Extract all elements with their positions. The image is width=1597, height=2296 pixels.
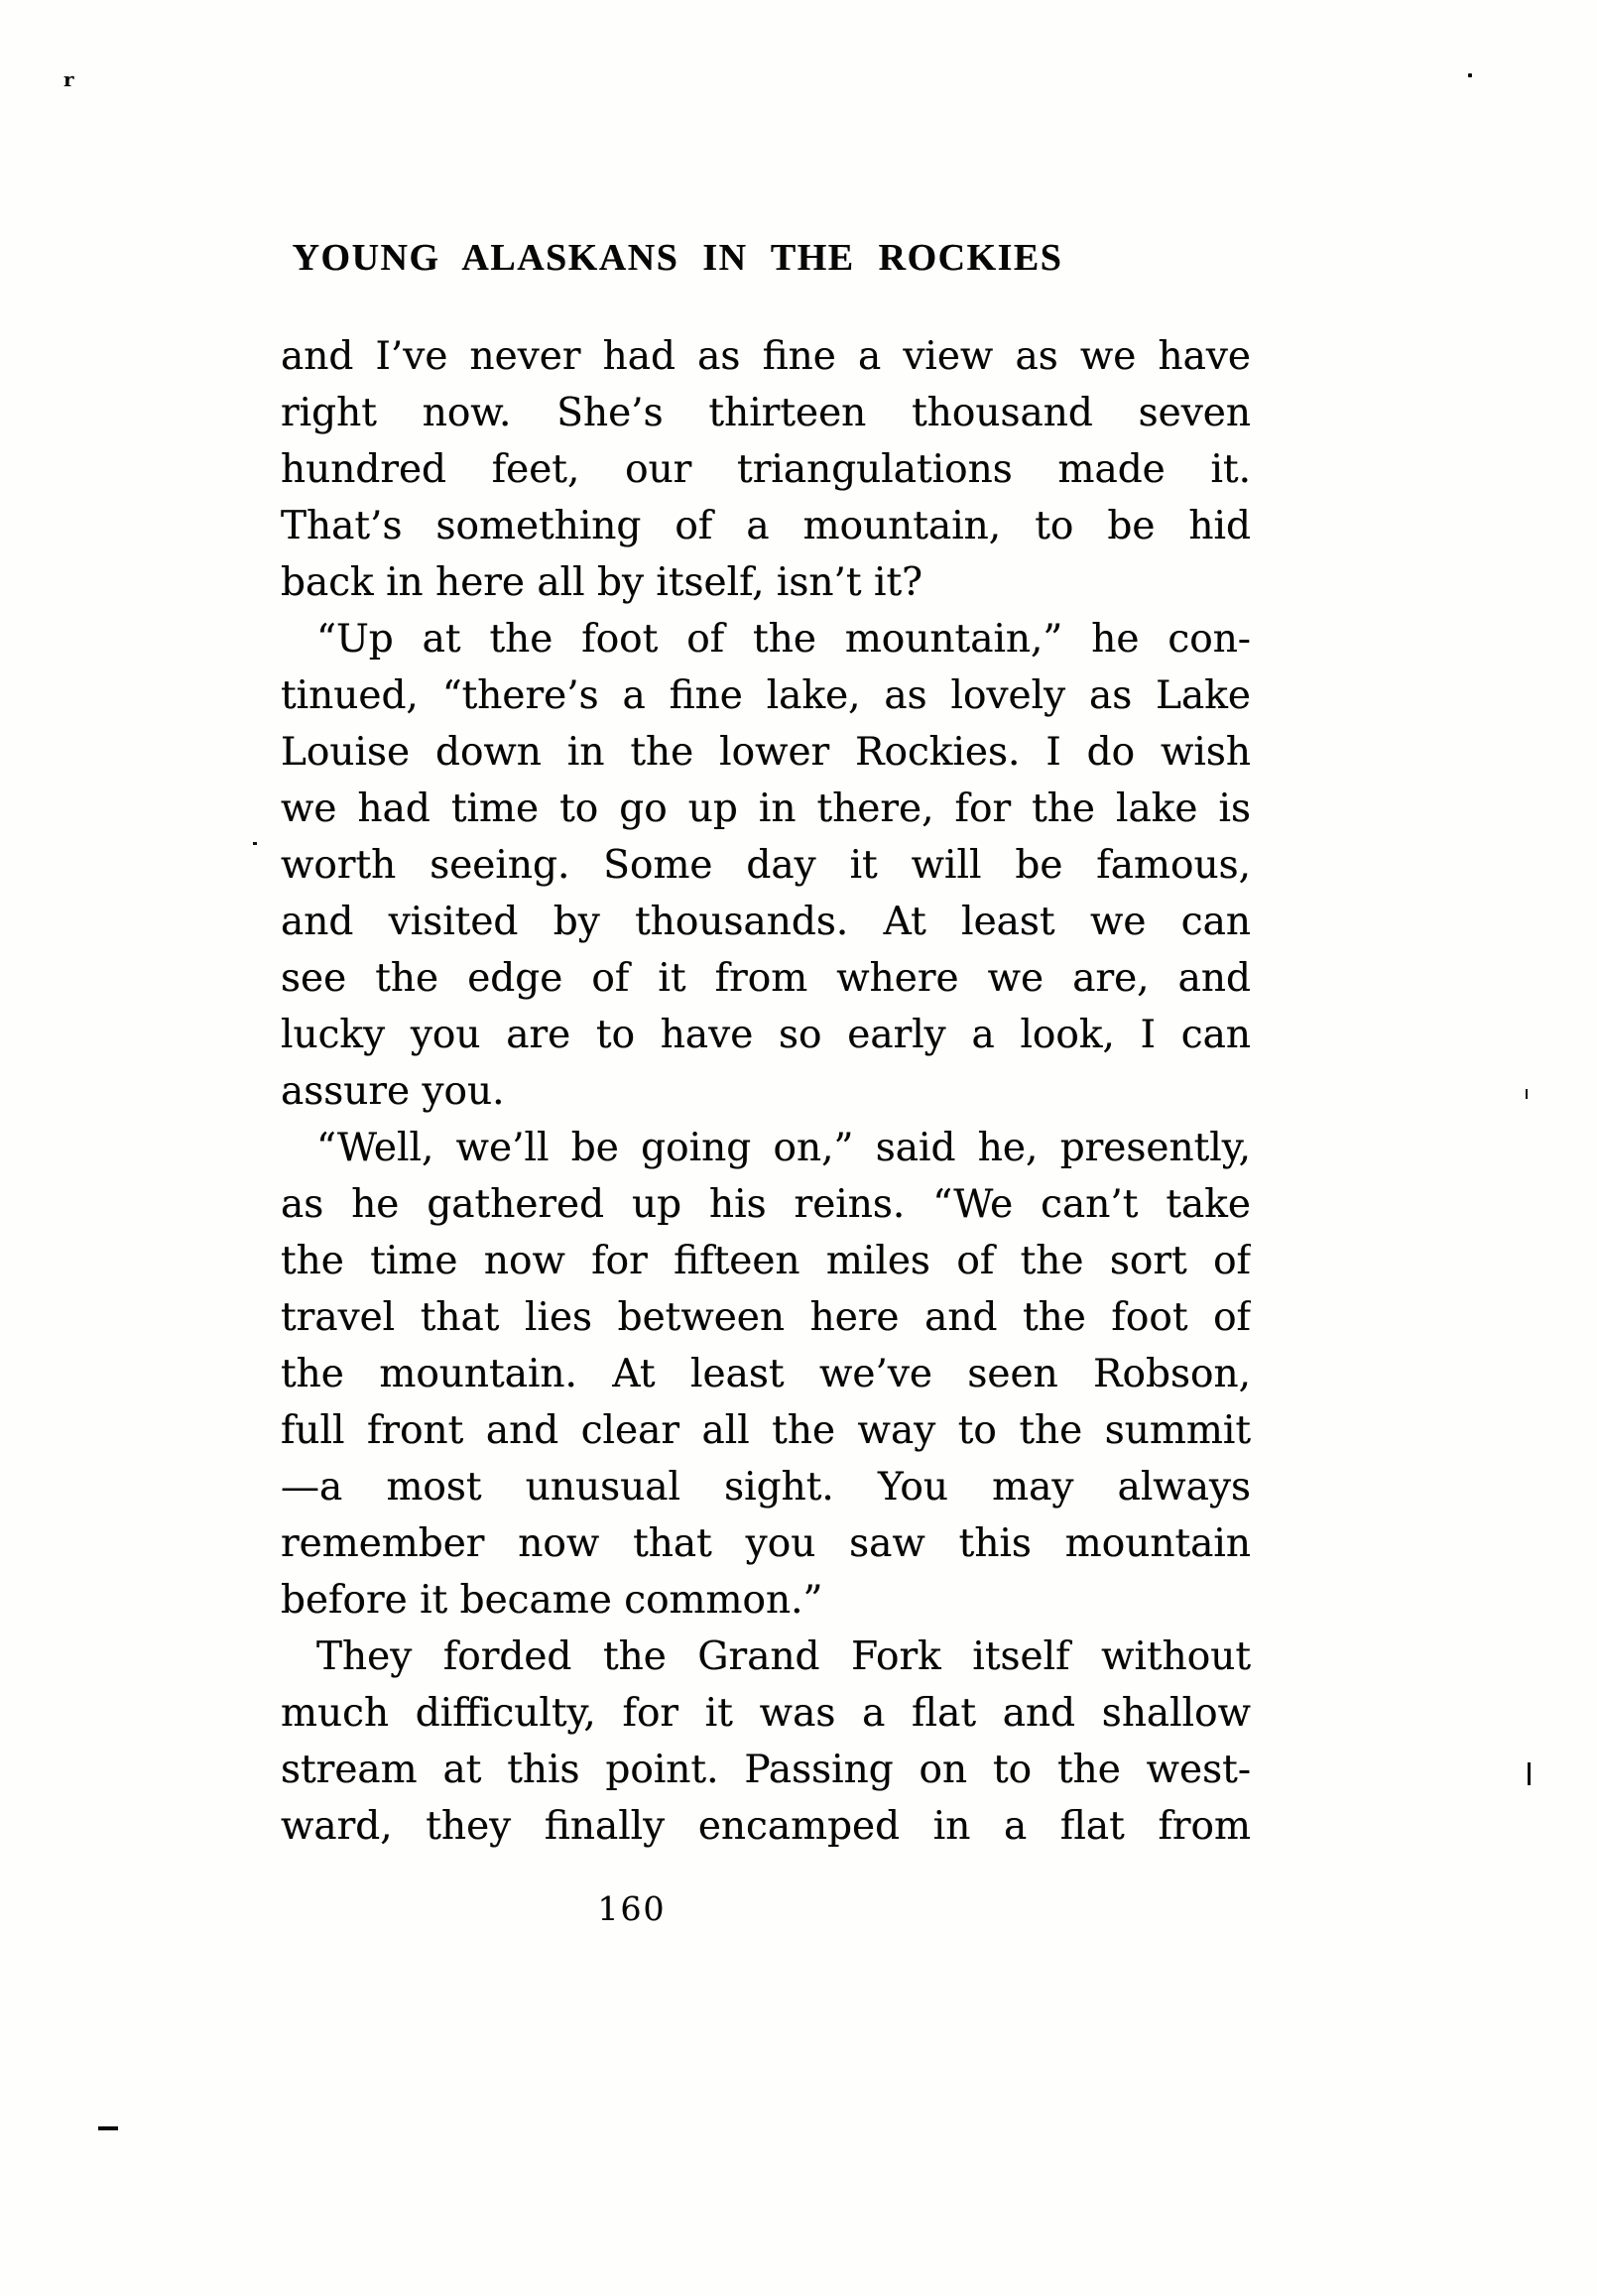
text-line: hundred feet, our triangulations made it.: [281, 447, 1251, 492]
text-line: the mountain. At least we’ve seen Robson,: [281, 1352, 1251, 1396]
text-line: They forded the Grand Fork itself without: [316, 1634, 1251, 1679]
text-line: ward, they finally encamped in a flat from: [281, 1804, 1251, 1849]
scan-tick-icon: [1528, 1762, 1531, 1785]
scan-tick-icon: [1526, 1089, 1528, 1099]
text-line: Louise down in the lower Rockies. I do wish: [281, 730, 1251, 775]
text-line: tinued, “there’s a fine lake, as lovely as Lake: [281, 673, 1251, 718]
page-number: 160: [597, 1889, 667, 1928]
text-line: stream at this point. Passing on to the west-: [281, 1748, 1251, 1792]
paragraph: [281, 1629, 1251, 1855]
text-line: before it became common.”: [281, 1578, 823, 1623]
text-line: “Up at the foot of the mountain,” he con-: [316, 617, 1251, 662]
text-line: “Well, we’ll be going on,” said he, presently,: [316, 1126, 1251, 1170]
scan-mark-icon: r: [63, 67, 74, 91]
paragraph: [281, 1120, 1251, 1629]
text-line: That’s something of a mountain, to be hid: [281, 504, 1251, 548]
text-line: full front and clear all the way to the summit: [281, 1408, 1251, 1453]
scan-speck-icon: [1468, 73, 1472, 77]
text-line: lucky you are to have so early a look, I can: [281, 1013, 1251, 1057]
text-line: right now. She’s thirteen thousand seven: [281, 391, 1251, 435]
text-line: the time now for fifteen miles of the sort of: [281, 1239, 1251, 1283]
text-line: much difficulty, for it was a flat and shallow: [281, 1691, 1251, 1736]
running-head-title: YOUNG ALASKANS IN THE ROCKIES: [292, 237, 1063, 279]
text-line: and I’ve never had as fine a view as we have: [281, 334, 1251, 379]
text-line: back in here all by itself, isn’t it?: [281, 560, 923, 605]
text-line: as he gathered up his reins. “We can’t take: [281, 1182, 1251, 1227]
text-line: and visited by thousands. At least we can: [281, 900, 1251, 944]
scan-dash-icon: [98, 2126, 118, 2130]
text-line: we had time to go up in there, for the lake is: [281, 786, 1251, 831]
text-line: assure you.: [281, 1069, 505, 1114]
text-line: worth seeing. Some day it will be famous,: [281, 843, 1251, 888]
scan-speck-icon: [253, 842, 257, 845]
text-line: see the edge of it from where we are, and: [281, 956, 1251, 1001]
text-line: —a most unusual sight. You may always: [281, 1465, 1251, 1510]
paragraph: [281, 328, 1251, 611]
paragraph: [281, 611, 1251, 1120]
text-line: remember now that you saw this mountain: [281, 1521, 1251, 1566]
text-line: travel that lies between here and the foot of: [281, 1295, 1251, 1340]
page-body: [281, 328, 1251, 1855]
